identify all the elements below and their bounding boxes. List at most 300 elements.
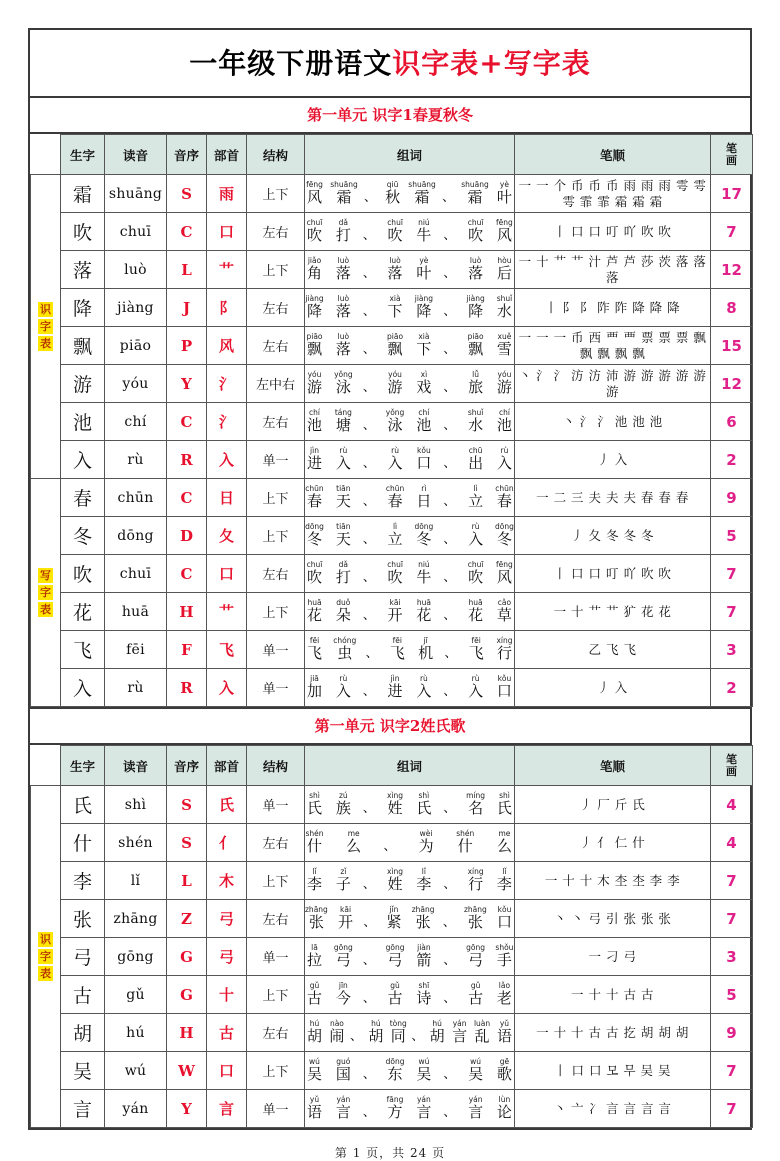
- word-separator: [363, 1066, 376, 1083]
- pinyin: rù: [500, 446, 509, 455]
- hanzi: 吹: [387, 568, 403, 586]
- hanzi: 草: [496, 606, 512, 624]
- cell-bishun: 一 十 十 古 古: [515, 976, 711, 1014]
- pinyin: chuī: [467, 560, 484, 569]
- cell-shengzi: 落: [61, 251, 105, 289]
- pinyin: zǐ: [340, 867, 347, 876]
- pinyin: gǔ: [390, 981, 400, 990]
- cell-bushou: 古: [207, 1014, 247, 1052]
- page-footer: 第 1 页，共 24 页: [334, 1146, 446, 1160]
- cell-yinxu: Y: [167, 365, 207, 403]
- word-character: [334, 523, 353, 548]
- pinyin: hú: [432, 1019, 442, 1028]
- cell-jiegou: 上下: [247, 1052, 305, 1090]
- hanzi: 、: [443, 570, 457, 585]
- pinyin: piāo: [306, 332, 323, 341]
- hanzi: 、: [362, 228, 376, 243]
- hanzi: 氏: [496, 799, 512, 817]
- word-separator: [363, 265, 376, 282]
- cell-zuci: [305, 251, 515, 289]
- cell-bishun: 一 十 艹 艹 汁 芦 芦 莎 茨 落 落 落: [515, 251, 711, 289]
- cell-zuci: [305, 365, 515, 403]
- hanzi: 吹: [468, 568, 484, 586]
- word-character: [334, 792, 353, 817]
- cell-duyin: yóu: [105, 365, 167, 403]
- pinyin: lā: [311, 943, 318, 952]
- word-character: [386, 868, 405, 893]
- cell-shengzi: 言: [61, 1090, 105, 1128]
- word-character: [495, 371, 514, 396]
- header-bihua-line2: 画: [726, 764, 737, 778]
- pinyin: chūn: [305, 484, 324, 493]
- cell-bishun: 丶 氵 氵 池 池 池: [515, 403, 711, 441]
- hanzi: 落: [387, 264, 403, 282]
- word-separator: [443, 876, 456, 893]
- cell-jiegou: 左右: [247, 1014, 305, 1052]
- word-character: [386, 792, 405, 817]
- word-character: [461, 181, 489, 206]
- hanzi: 、: [442, 915, 456, 930]
- pinyin: shén: [305, 829, 324, 838]
- pinyin: jiàng: [305, 294, 324, 303]
- word-character: [334, 333, 353, 358]
- pinyin: dōng: [305, 522, 324, 531]
- word-character: [495, 561, 514, 586]
- pinyin: duǒ: [336, 598, 351, 607]
- cell-yinxu: Y: [167, 1090, 207, 1128]
- cell-duyin: dōng: [105, 517, 167, 555]
- hanzi: 今: [335, 989, 351, 1007]
- word-separator: [363, 569, 376, 586]
- hanzi: 、: [443, 1067, 457, 1082]
- word-separator: [443, 265, 456, 282]
- table-row: [31, 862, 753, 900]
- cell-jiegou: 左右: [247, 289, 305, 327]
- pinyin: yán: [452, 1019, 467, 1028]
- pinyin: dōng: [495, 522, 514, 531]
- cell-yinxu: L: [167, 251, 207, 289]
- cell-bushou: 飞: [207, 631, 247, 669]
- word-separator: [363, 531, 376, 548]
- pinyin: wú: [470, 1057, 482, 1066]
- hanzi: 入: [416, 682, 432, 700]
- pinyin: piāo: [467, 332, 484, 341]
- hanzi: 论: [496, 1103, 512, 1121]
- table-row: [31, 593, 753, 631]
- word-character: [495, 409, 514, 434]
- hanzi: 池: [496, 416, 512, 434]
- pinyin: táng: [334, 408, 352, 417]
- cell-jiegou: 左右: [247, 403, 305, 441]
- word-separator: [443, 990, 456, 1007]
- word-list: [305, 447, 514, 472]
- cell-jiegou: 上下: [247, 251, 305, 289]
- hanzi: 冬: [416, 530, 432, 548]
- hanzi: 名: [468, 799, 484, 817]
- cell-jiegou: 上下: [247, 517, 305, 555]
- word-character: [414, 868, 433, 893]
- word-character: [416, 637, 435, 662]
- cell-bishun: 一 十 十 木 杢 杢 李 李: [515, 862, 711, 900]
- pinyin: jī: [423, 636, 428, 645]
- hanzi: 降: [306, 302, 322, 320]
- hanzi: 什: [457, 837, 473, 855]
- hanzi: 花: [306, 606, 322, 624]
- word-character: [386, 371, 405, 396]
- pinyin: xià: [418, 332, 430, 341]
- worksheet-sheet: [28, 28, 752, 1130]
- word-character: [334, 409, 353, 434]
- pinyin: shuāng: [408, 180, 436, 189]
- table-row: [31, 976, 753, 1014]
- word-character: [305, 257, 324, 282]
- word-separator: [443, 531, 456, 548]
- word-character: [467, 637, 486, 662]
- pinyin: lǐ: [312, 867, 317, 876]
- pinyin: jìn: [390, 674, 400, 683]
- hanzi: 、: [362, 532, 376, 547]
- hanzi: 行: [496, 644, 512, 662]
- cell-bushou: 弓: [207, 900, 247, 938]
- hanzi: 、: [362, 570, 376, 585]
- vertical-tag-char: 字: [40, 586, 51, 599]
- hanzi: 打: [335, 226, 351, 244]
- hanzi: 同: [390, 1027, 406, 1045]
- word-character: [305, 1058, 324, 1083]
- cell-duyin: luò: [105, 251, 167, 289]
- cell-bishun: 丿 夂 冬 冬 冬: [515, 517, 711, 555]
- hanzi: 开: [338, 913, 354, 931]
- pinyin: míng: [466, 791, 486, 800]
- word-character: [414, 675, 433, 700]
- word-list: [305, 409, 514, 434]
- hanzi: 、: [362, 953, 376, 968]
- hanzi: 、: [362, 877, 376, 892]
- cell-bihua: 5: [711, 976, 753, 1014]
- cell-bishun: 丿 入: [515, 669, 711, 707]
- hanzi: 么: [346, 837, 362, 855]
- pinyin: kǒu: [417, 446, 431, 455]
- word-list: [305, 599, 514, 624]
- section-heading: 第一单元 识字2姓氏歌: [30, 709, 750, 745]
- hanzi: 、: [443, 266, 457, 281]
- hanzi: 机: [418, 644, 434, 662]
- hanzi: 飘: [306, 340, 322, 358]
- pinyin: huā: [468, 598, 483, 607]
- header-bushou: 部首: [207, 135, 247, 175]
- hanzi: 吴: [306, 1065, 322, 1083]
- word-separator: [443, 607, 456, 624]
- pinyin: nào: [329, 1019, 344, 1028]
- header-bihua: [711, 135, 753, 175]
- cell-bihua: 7: [711, 1052, 753, 1090]
- cell-bushou: 弓: [207, 938, 247, 976]
- hanzi: 入: [496, 454, 512, 472]
- hanzi: 飘: [468, 340, 484, 358]
- cell-jiegou: 左中右: [247, 365, 305, 403]
- cell-bishun: 丨 口 口 모 무 吴 吴: [515, 1052, 711, 1090]
- word-character: [334, 982, 353, 1007]
- pinyin: yǔ: [309, 1095, 320, 1104]
- word-character: [414, 447, 433, 472]
- word-character: [495, 830, 514, 855]
- hanzi: 言: [335, 1103, 351, 1121]
- word-character: [466, 295, 485, 320]
- header-bishun: 笔顺: [515, 746, 711, 786]
- hanzi: 言: [416, 1103, 432, 1121]
- pinyin: qiū: [386, 180, 399, 189]
- sidebar-label-xiezibiao: [31, 479, 61, 707]
- pinyin: gōng: [333, 943, 353, 952]
- pinyin: guó: [336, 1057, 351, 1066]
- word-character: [334, 561, 353, 586]
- header-zuci: 组词: [305, 135, 515, 175]
- word-separator: [350, 1028, 363, 1045]
- hanzi: 子: [335, 875, 351, 893]
- cell-shengzi: 冬: [61, 517, 105, 555]
- hanzi: 为: [418, 837, 434, 855]
- hanzi: 风: [496, 226, 512, 244]
- cell-yinxu: W: [167, 1052, 207, 1090]
- cell-zuci: [305, 403, 515, 441]
- pinyin: xíng: [496, 636, 513, 645]
- cell-bishun: 一 一 一 币 西 覀 覀 票 票 票 飘 飘 飘 飘 飘: [515, 327, 711, 365]
- cell-zuci: [305, 327, 515, 365]
- pinyin: luò: [469, 256, 482, 265]
- pinyin: kǒu: [497, 905, 512, 914]
- cell-duyin: shén: [105, 824, 167, 862]
- pinyin: rù: [339, 674, 348, 683]
- hanzi: 李: [306, 875, 322, 893]
- pinyin: luàn: [473, 1019, 491, 1028]
- hanzi: 张: [415, 913, 431, 931]
- hanzi: 胡: [429, 1027, 445, 1045]
- table-row: [31, 403, 753, 441]
- cell-zuci: [305, 669, 515, 707]
- cell-yinxu: F: [167, 631, 207, 669]
- cell-yinxu: S: [167, 786, 207, 824]
- cell-yinxu: S: [167, 175, 207, 213]
- pinyin: yǒng: [334, 370, 353, 379]
- word-character: [466, 1058, 485, 1083]
- pinyin: gǔ: [309, 981, 320, 990]
- hanzi: 入: [335, 454, 351, 472]
- hanzi: 进: [387, 682, 403, 700]
- pinyin: shì: [418, 791, 430, 800]
- vertical-tag-char: 识: [40, 303, 51, 316]
- hanzi: 、: [362, 266, 376, 281]
- document-title-bar: [30, 30, 750, 98]
- header-bishun: 笔顺: [515, 135, 711, 175]
- cell-zuci: [305, 517, 515, 555]
- cell-shengzi: 游: [61, 365, 105, 403]
- hanzi: 拉: [306, 951, 322, 969]
- cell-jiegou: 上下: [247, 175, 305, 213]
- hanzi: 冬: [496, 530, 512, 548]
- word-character: [466, 675, 485, 700]
- word-list: [305, 675, 514, 700]
- cell-bihua: 7: [711, 593, 753, 631]
- word-separator: [383, 838, 396, 855]
- pinyin: xíng: [467, 867, 484, 876]
- hanzi: 、: [362, 456, 376, 471]
- word-character: [305, 219, 324, 244]
- word-separator: [363, 876, 376, 893]
- word-list: [305, 868, 514, 893]
- pinyin: gōng: [466, 943, 486, 952]
- table-row: [31, 1052, 753, 1090]
- cell-zuci: [305, 786, 515, 824]
- word-character: [414, 561, 433, 586]
- word-separator: [363, 800, 376, 817]
- word-character: [417, 830, 436, 855]
- word-character: [389, 1020, 408, 1045]
- hanzi: 、: [363, 915, 377, 930]
- hanzi: 风: [306, 188, 322, 206]
- pinyin: luò: [337, 332, 350, 341]
- hanzi: 水: [468, 416, 484, 434]
- hanzi: 戏: [416, 378, 432, 396]
- cell-yinxu: G: [167, 976, 207, 1014]
- word-character: [466, 982, 485, 1007]
- cell-bihua: 2: [711, 441, 753, 479]
- word-list: [305, 181, 514, 206]
- cell-duyin: shuāng: [105, 175, 167, 213]
- table-row: [31, 289, 753, 327]
- cell-jiegou: 左右: [247, 900, 305, 938]
- pinyin: jìn: [310, 446, 319, 455]
- title-red-part: 识字表+写字表: [392, 47, 591, 80]
- word-character: [466, 1096, 485, 1121]
- word-character: [386, 257, 405, 282]
- pinyin: yóu: [388, 370, 402, 379]
- cell-bushou: 阝: [207, 289, 247, 327]
- cell-bishun: 一 十 艹 艹 犷 花 花: [515, 593, 711, 631]
- cell-bushou: 雨: [207, 175, 247, 213]
- cell-zuci: [305, 900, 515, 938]
- word-character: [495, 257, 514, 282]
- word-character: [414, 485, 433, 510]
- pinyin: xì: [420, 370, 428, 379]
- hanzi: 入: [468, 682, 484, 700]
- pinyin: shì: [499, 791, 510, 800]
- pinyin: yǒng: [385, 408, 405, 417]
- cell-yinxu: H: [167, 593, 207, 631]
- pinyin: zú: [338, 791, 348, 800]
- pinyin: rù: [391, 446, 399, 455]
- cell-jiegou: 单一: [247, 669, 305, 707]
- hanzi: 、: [443, 418, 457, 433]
- pinyin: cǎo: [497, 598, 512, 607]
- hanzi: 霜: [467, 188, 483, 206]
- word-separator: [363, 607, 376, 624]
- hanzi: 吹: [306, 226, 322, 244]
- hanzi: 弓: [387, 951, 403, 969]
- pinyin: fēng: [306, 180, 323, 189]
- header-duyin: 读音: [105, 746, 167, 786]
- word-separator: [443, 569, 456, 586]
- cell-duyin: shì: [105, 786, 167, 824]
- word-separator: [443, 455, 456, 472]
- cell-duyin: rù: [105, 441, 167, 479]
- hanzi: 诗: [416, 989, 432, 1007]
- hanzi: 叶: [416, 264, 432, 282]
- cell-shengzi: 飘: [61, 327, 105, 365]
- word-list: [305, 257, 514, 282]
- hanzi: 、: [362, 991, 376, 1006]
- pinyin: chuī: [387, 218, 403, 227]
- hanzi: 入: [335, 682, 351, 700]
- word-list: [305, 637, 514, 662]
- hanzi: 立: [468, 492, 484, 510]
- cell-duyin: jiàng: [105, 289, 167, 327]
- vertical-tag-char: 表: [40, 967, 51, 980]
- word-character: [384, 906, 403, 931]
- cell-bihua: 17: [711, 175, 753, 213]
- cell-duyin: wú: [105, 1052, 167, 1090]
- hanzi: 国: [335, 1065, 351, 1083]
- hanzi: 天: [335, 530, 351, 548]
- pinyin: gǔ: [470, 981, 481, 990]
- pinyin: tòng: [389, 1019, 407, 1028]
- pinyin: jīn: [338, 981, 348, 990]
- hanzi: 、: [365, 646, 379, 661]
- pinyin: yè: [419, 256, 429, 265]
- cell-duyin: gǔ: [105, 976, 167, 1014]
- word-character: [386, 599, 405, 624]
- hanzi: 胡: [306, 1027, 322, 1045]
- pinyin: lùn: [498, 1095, 511, 1104]
- pinyin: zhāng: [463, 905, 487, 914]
- cell-bihua: 12: [711, 365, 753, 403]
- pinyin: lì: [473, 484, 478, 493]
- table-row: [31, 1014, 753, 1052]
- cell-bishun: 一 刁 弓: [515, 938, 711, 976]
- word-character: [305, 523, 324, 548]
- hanzi: 降: [468, 302, 484, 320]
- cell-jiegou: 上下: [247, 479, 305, 517]
- cell-bihua: 15: [711, 327, 753, 365]
- word-character: [466, 333, 485, 358]
- word-character: [305, 906, 328, 931]
- vertical-tag-char: 表: [40, 337, 51, 350]
- cell-duyin: fēi: [105, 631, 167, 669]
- word-list: [305, 1020, 514, 1045]
- word-separator: [363, 493, 376, 510]
- word-character: [333, 637, 356, 662]
- word-list: [305, 523, 514, 548]
- hanzi: 、: [362, 1105, 376, 1120]
- hanzi: 口: [496, 913, 512, 931]
- cell-bishun: 丿 厂 斤 氏: [515, 786, 711, 824]
- hanzi: 张: [308, 913, 324, 931]
- word-separator: [443, 683, 456, 700]
- word-character: [414, 333, 433, 358]
- hanzi: 李: [496, 875, 512, 893]
- header-bushou: 部首: [207, 746, 247, 786]
- word-list: [305, 830, 514, 855]
- pinyin: shuāng: [461, 180, 489, 189]
- hanzi: 后: [496, 264, 512, 282]
- cell-jiegou: 单一: [247, 786, 305, 824]
- pinyin: hòu: [497, 256, 512, 265]
- cell-zuci: [305, 976, 515, 1014]
- page-title: [30, 42, 750, 82]
- word-character: [334, 257, 353, 282]
- pinyin: chuī: [306, 218, 323, 227]
- hanzi: 飞: [468, 644, 484, 662]
- cell-bushou: 艹: [207, 251, 247, 289]
